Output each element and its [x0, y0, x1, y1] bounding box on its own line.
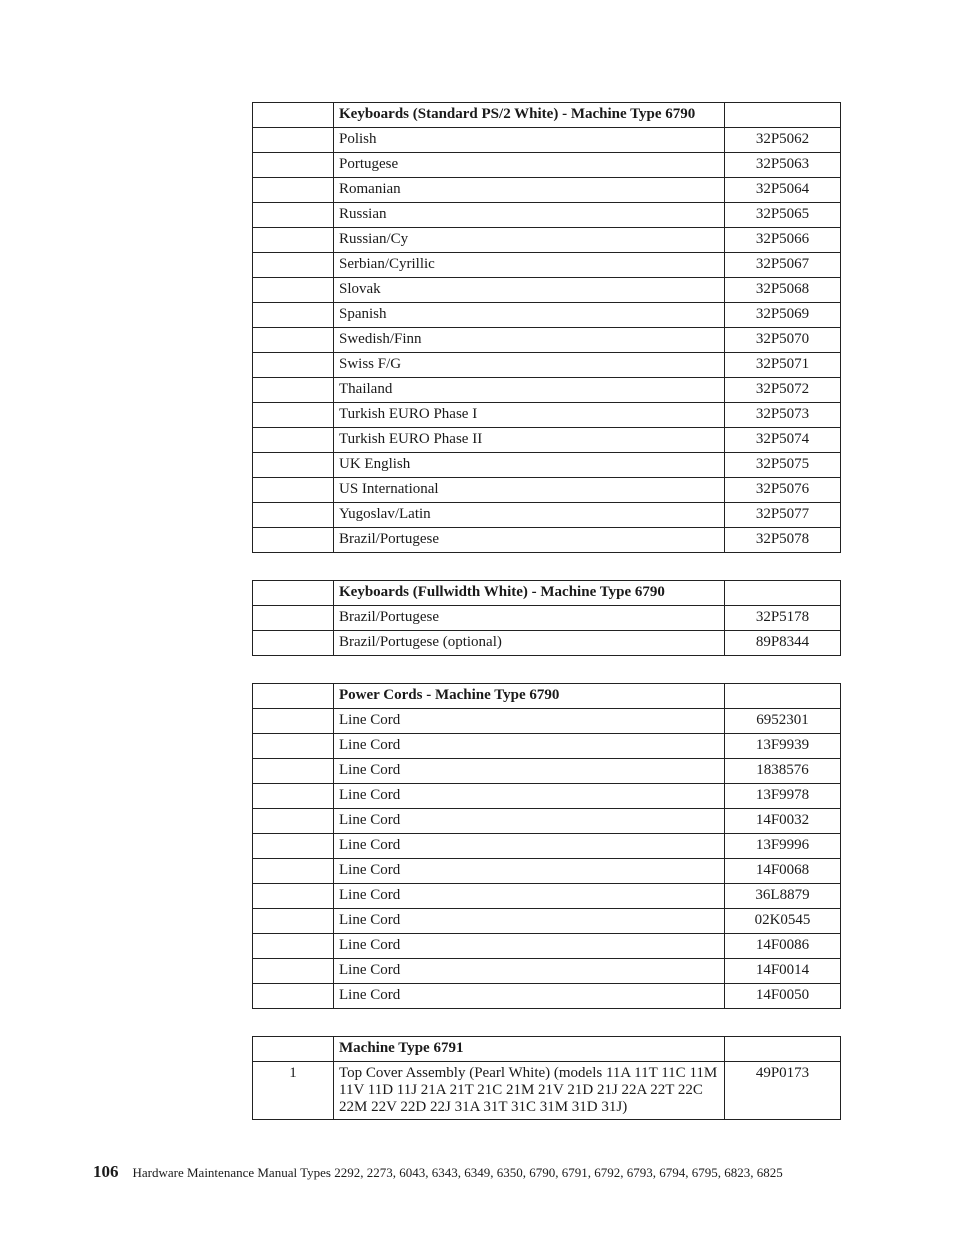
index-cell — [253, 278, 334, 303]
header-part-cell — [725, 1037, 841, 1062]
part-number-cell: 02K0545 — [725, 909, 841, 934]
part-number-cell: 13F9978 — [725, 784, 841, 809]
index-cell — [253, 403, 334, 428]
page-number: 106 — [93, 1162, 119, 1181]
part-number-cell: 32P5072 — [725, 378, 841, 403]
description-cell: Brazil/Portugese (optional) — [334, 631, 725, 656]
description-cell: Thailand — [334, 378, 725, 403]
description-cell: Top Cover Assembly (Pearl White) (models 11A 11T 11C 11M 11V 11D 11J 21A 21T 21C 21M 21V 21D 21J 22A 22T 22C 22M 22V 22D 22J 31A 31T 31C 31M 31D 31J) — [334, 1062, 725, 1120]
description-cell: Turkish EURO Phase I — [334, 403, 725, 428]
table-row — [253, 428, 841, 453]
index-cell — [253, 934, 334, 959]
description-cell: Line Cord — [334, 709, 725, 734]
description-cell: Swedish/Finn — [334, 328, 725, 353]
index-cell: 1 — [253, 1062, 334, 1120]
description-cell: Yugoslav/Latin — [334, 503, 725, 528]
description-cell: Portugese — [334, 153, 725, 178]
table-row — [253, 403, 841, 428]
part-number-cell: 32P5069 — [725, 303, 841, 328]
part-number-cell: 1838576 — [725, 759, 841, 784]
part-number-cell: 14F0050 — [725, 984, 841, 1009]
table-header-row — [253, 1037, 841, 1062]
part-number-cell: 32P5077 — [725, 503, 841, 528]
part-number-cell: 14F0032 — [725, 809, 841, 834]
parts-table — [252, 580, 841, 656]
page-content — [252, 102, 840, 1120]
header-part-cell — [725, 103, 841, 128]
header-index-cell — [253, 1037, 334, 1062]
table-row — [253, 353, 841, 378]
table-row — [253, 228, 841, 253]
table-row — [253, 453, 841, 478]
table-row — [253, 328, 841, 353]
header-index-cell — [253, 103, 334, 128]
description-cell: Polish — [334, 128, 725, 153]
part-number-cell: 36L8879 — [725, 884, 841, 909]
description-cell: US International — [334, 478, 725, 503]
parts-table — [252, 1036, 841, 1120]
table-row — [253, 178, 841, 203]
header-part-cell — [725, 581, 841, 606]
index-cell — [253, 528, 334, 553]
table-row — [253, 153, 841, 178]
header-index-cell — [253, 684, 334, 709]
index-cell — [253, 884, 334, 909]
part-number-cell: 32P5068 — [725, 278, 841, 303]
page-footer — [93, 1162, 893, 1182]
table-row — [253, 378, 841, 403]
manual-title: Hardware Maintenance Manual Types 2292, 2273, 6043, 6343, 6349, 6350, 6790, 6791, 6792, 6793, 6794, 6795, 6823, 6825 — [132, 1165, 783, 1180]
table-row — [253, 784, 841, 809]
part-number-cell: 32P5065 — [725, 203, 841, 228]
table-header-row — [253, 581, 841, 606]
index-cell — [253, 709, 334, 734]
index-cell — [253, 253, 334, 278]
part-number-cell: 14F0068 — [725, 859, 841, 884]
table-row — [253, 606, 841, 631]
table-row — [253, 984, 841, 1009]
part-number-cell: 32P5076 — [725, 478, 841, 503]
description-cell: Slovak — [334, 278, 725, 303]
description-cell: Line Cord — [334, 859, 725, 884]
part-number-cell: 32P5074 — [725, 428, 841, 453]
index-cell — [253, 453, 334, 478]
part-number-cell: 32P5066 — [725, 228, 841, 253]
table-row — [253, 809, 841, 834]
parts-table — [252, 683, 841, 1009]
header-index-cell — [253, 581, 334, 606]
index-cell — [253, 909, 334, 934]
table-header: Power Cords - Machine Type 6790 — [334, 684, 725, 709]
index-cell — [253, 378, 334, 403]
table-header-row — [253, 684, 841, 709]
part-number-cell: 14F0086 — [725, 934, 841, 959]
table-row — [253, 253, 841, 278]
table-header: Keyboards (Fullwidth White) - Machine Type 6790 — [334, 581, 725, 606]
table-header-row — [253, 103, 841, 128]
index-cell — [253, 178, 334, 203]
description-cell: Line Cord — [334, 959, 725, 984]
description-cell: Serbian/Cyrillic — [334, 253, 725, 278]
part-number-cell: 32P5178 — [725, 606, 841, 631]
description-cell: Swiss F/G — [334, 353, 725, 378]
part-number-cell: 32P5062 — [725, 128, 841, 153]
description-cell: Russian — [334, 203, 725, 228]
table-row — [253, 503, 841, 528]
description-cell: Line Cord — [334, 809, 725, 834]
table-header: Machine Type 6791 — [334, 1037, 725, 1062]
table-row — [253, 959, 841, 984]
description-cell: UK English — [334, 453, 725, 478]
description-cell: Turkish EURO Phase II — [334, 428, 725, 453]
table-row — [253, 128, 841, 153]
description-cell: Line Cord — [334, 734, 725, 759]
table-row — [253, 203, 841, 228]
index-cell — [253, 203, 334, 228]
parts-table — [252, 102, 841, 553]
table-row — [253, 909, 841, 934]
index-cell — [253, 503, 334, 528]
table-row — [253, 631, 841, 656]
index-cell — [253, 759, 334, 784]
table-spacer — [252, 553, 840, 580]
description-cell: Line Cord — [334, 909, 725, 934]
description-cell: Spanish — [334, 303, 725, 328]
description-cell: Russian/Cy — [334, 228, 725, 253]
description-cell: Line Cord — [334, 784, 725, 809]
part-number-cell: 49P0173 — [725, 1062, 841, 1120]
description-cell: Line Cord — [334, 884, 725, 909]
index-cell — [253, 128, 334, 153]
index-cell — [253, 228, 334, 253]
description-cell: Line Cord — [334, 759, 725, 784]
part-number-cell: 32P5071 — [725, 353, 841, 378]
table-spacer — [252, 1009, 840, 1036]
description-cell: Line Cord — [334, 934, 725, 959]
header-part-cell — [725, 684, 841, 709]
table-header: Keyboards (Standard PS/2 White) - Machine Type 6790 — [334, 103, 725, 128]
index-cell — [253, 631, 334, 656]
part-number-cell: 32P5070 — [725, 328, 841, 353]
table-row — [253, 709, 841, 734]
table-row — [253, 528, 841, 553]
table-row — [253, 759, 841, 784]
description-cell: Romanian — [334, 178, 725, 203]
table-row — [253, 1062, 841, 1120]
index-cell — [253, 606, 334, 631]
index-cell — [253, 328, 334, 353]
part-number-cell: 13F9996 — [725, 834, 841, 859]
description-cell: Line Cord — [334, 834, 725, 859]
description-cell: Brazil/Portugese — [334, 606, 725, 631]
part-number-cell: 6952301 — [725, 709, 841, 734]
index-cell — [253, 809, 334, 834]
table-spacer — [252, 656, 840, 683]
description-cell: Brazil/Portugese — [334, 528, 725, 553]
index-cell — [253, 859, 334, 884]
table-row — [253, 303, 841, 328]
index-cell — [253, 984, 334, 1009]
part-number-cell: 32P5064 — [725, 178, 841, 203]
index-cell — [253, 784, 334, 809]
index-cell — [253, 834, 334, 859]
table-row — [253, 884, 841, 909]
table-row — [253, 278, 841, 303]
part-number-cell: 32P5067 — [725, 253, 841, 278]
index-cell — [253, 959, 334, 984]
part-number-cell: 32P5063 — [725, 153, 841, 178]
index-cell — [253, 734, 334, 759]
table-row — [253, 934, 841, 959]
part-number-cell: 32P5073 — [725, 403, 841, 428]
index-cell — [253, 428, 334, 453]
table-row — [253, 734, 841, 759]
part-number-cell: 14F0014 — [725, 959, 841, 984]
table-row — [253, 834, 841, 859]
part-number-cell: 89P8344 — [725, 631, 841, 656]
index-cell — [253, 303, 334, 328]
part-number-cell: 32P5078 — [725, 528, 841, 553]
part-number-cell: 32P5075 — [725, 453, 841, 478]
index-cell — [253, 478, 334, 503]
table-row — [253, 478, 841, 503]
part-number-cell: 13F9939 — [725, 734, 841, 759]
index-cell — [253, 153, 334, 178]
index-cell — [253, 353, 334, 378]
description-cell: Line Cord — [334, 984, 725, 1009]
table-row — [253, 859, 841, 884]
